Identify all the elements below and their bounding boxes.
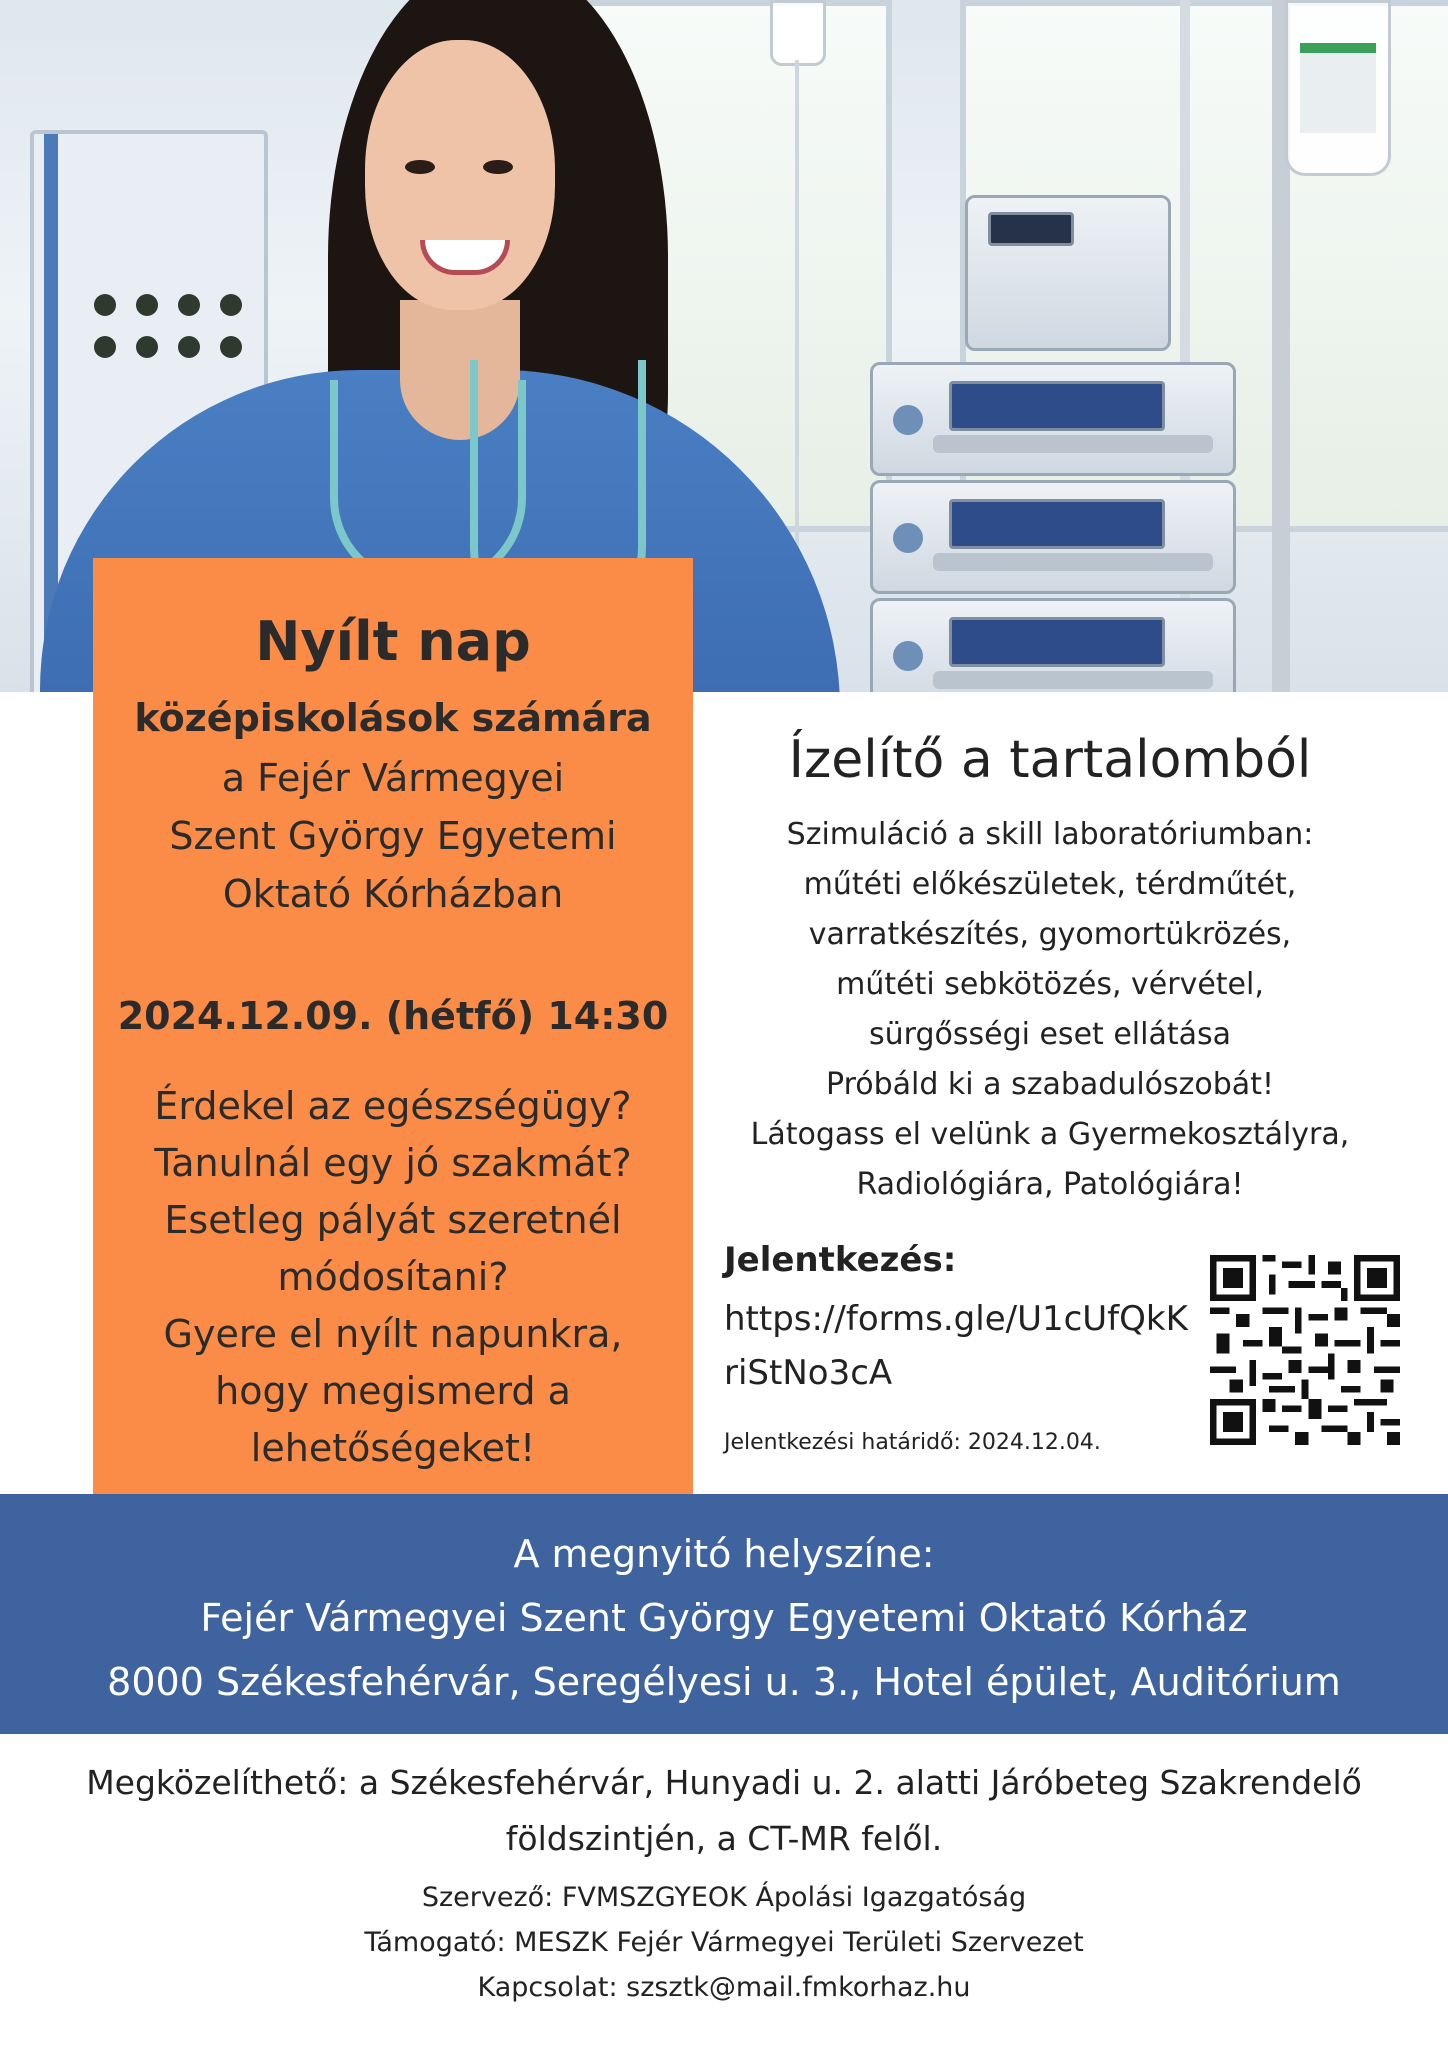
venue-name: Fejér Vármegyei Szent György Egyetemi Oktató Kórház bbox=[200, 1596, 1248, 1640]
syringe-pump bbox=[870, 480, 1236, 594]
hospital-line-1: a Fejér Vármegyei bbox=[221, 756, 565, 800]
content-line: műtéti sebkötözés, vérvétel, bbox=[836, 967, 1264, 1002]
event-date: 2024.12.09. (hétfő) 14:30 bbox=[117, 994, 669, 1038]
content-line: Szimuláció a skill laboratóriumban: bbox=[786, 817, 1314, 852]
infusion-pump bbox=[965, 195, 1171, 351]
iv-bag bbox=[1285, 0, 1391, 176]
content-line: Radiológiára, Patológiára! bbox=[856, 1167, 1244, 1202]
venue-address: 8000 Székesfehérvár, Seregélyesi u. 3., Hotel épület, Auditórium bbox=[107, 1660, 1341, 1704]
sponsor: Támogató: MESZK Fejér Vármegyei Területi Szervezet bbox=[364, 1927, 1084, 1958]
content-title: Ízelítő a tartalomból bbox=[788, 730, 1312, 790]
hospital-line-3: Oktató Kórházban bbox=[222, 872, 564, 916]
event-title: Nyílt nap bbox=[255, 610, 531, 673]
registration-link[interactable]: https://forms.gle/U1cUfQkKriStNo3cA bbox=[724, 1299, 1188, 1393]
venue-heading: A megnyitó helyszíne: bbox=[513, 1532, 935, 1576]
venue-band bbox=[0, 1494, 1448, 1734]
event-audience: középiskolások számára bbox=[134, 696, 652, 740]
content-list bbox=[700, 810, 1400, 1210]
footer bbox=[0, 1875, 1448, 2010]
iv-bag bbox=[770, 0, 826, 66]
content-line: varratkészítés, gyomortükrözés, bbox=[808, 917, 1292, 952]
invitation-line: hogy megismerd a bbox=[215, 1369, 571, 1413]
invitation-line: módosítani? bbox=[277, 1255, 509, 1299]
invitation-line: Tanulnál egy jó szakmát? bbox=[154, 1141, 632, 1185]
syringe-pump bbox=[870, 598, 1236, 692]
access-line-2: földszintjén, a CT-MR felől. bbox=[505, 1819, 943, 1858]
invitation-line: lehetőségeket! bbox=[250, 1426, 536, 1470]
registration-deadline: Jelentkezési határidő: 2024.12.04. bbox=[724, 1430, 1101, 1455]
hospital-line-2: Szent György Egyetemi bbox=[169, 814, 617, 858]
nurse-face bbox=[365, 40, 555, 310]
content-line: Próbáld ki a szabadulószobát! bbox=[826, 1067, 1274, 1102]
qr-code[interactable] bbox=[1210, 1255, 1400, 1445]
iv-tube bbox=[795, 60, 799, 620]
contact-email[interactable]: Kapcsolat: szsztk@mail.fmkorhaz.hu bbox=[477, 1972, 971, 2003]
invitation-line: Érdekel az egészségügy? bbox=[154, 1084, 632, 1128]
registration-label: Jelentkezés: bbox=[724, 1240, 957, 1280]
organizer: Szervező: FVMSZGYEOK Ápolási Igazgatóság bbox=[421, 1882, 1027, 1913]
invitation-line: Gyere el nyílt napunkra, bbox=[163, 1312, 623, 1356]
invitation-text bbox=[93, 1078, 693, 1477]
event-info-box bbox=[93, 558, 693, 1494]
content-line: sürgősségi eset ellátása bbox=[869, 1017, 1231, 1052]
invitation-line: Esetleg pályát szeretnél bbox=[164, 1198, 622, 1242]
content-line: műtéti előkészületek, térdműtét, bbox=[803, 867, 1297, 902]
content-line: Látogass el velünk a Gyermekosztályra, bbox=[750, 1117, 1350, 1152]
access-info bbox=[0, 1755, 1448, 1867]
syringe-pump bbox=[870, 362, 1236, 476]
access-line-1: Megközelíthető: a Székesfehérvár, Hunyadi u. 2. alatti Járóbeteg Szakrendelő bbox=[86, 1763, 1362, 1802]
